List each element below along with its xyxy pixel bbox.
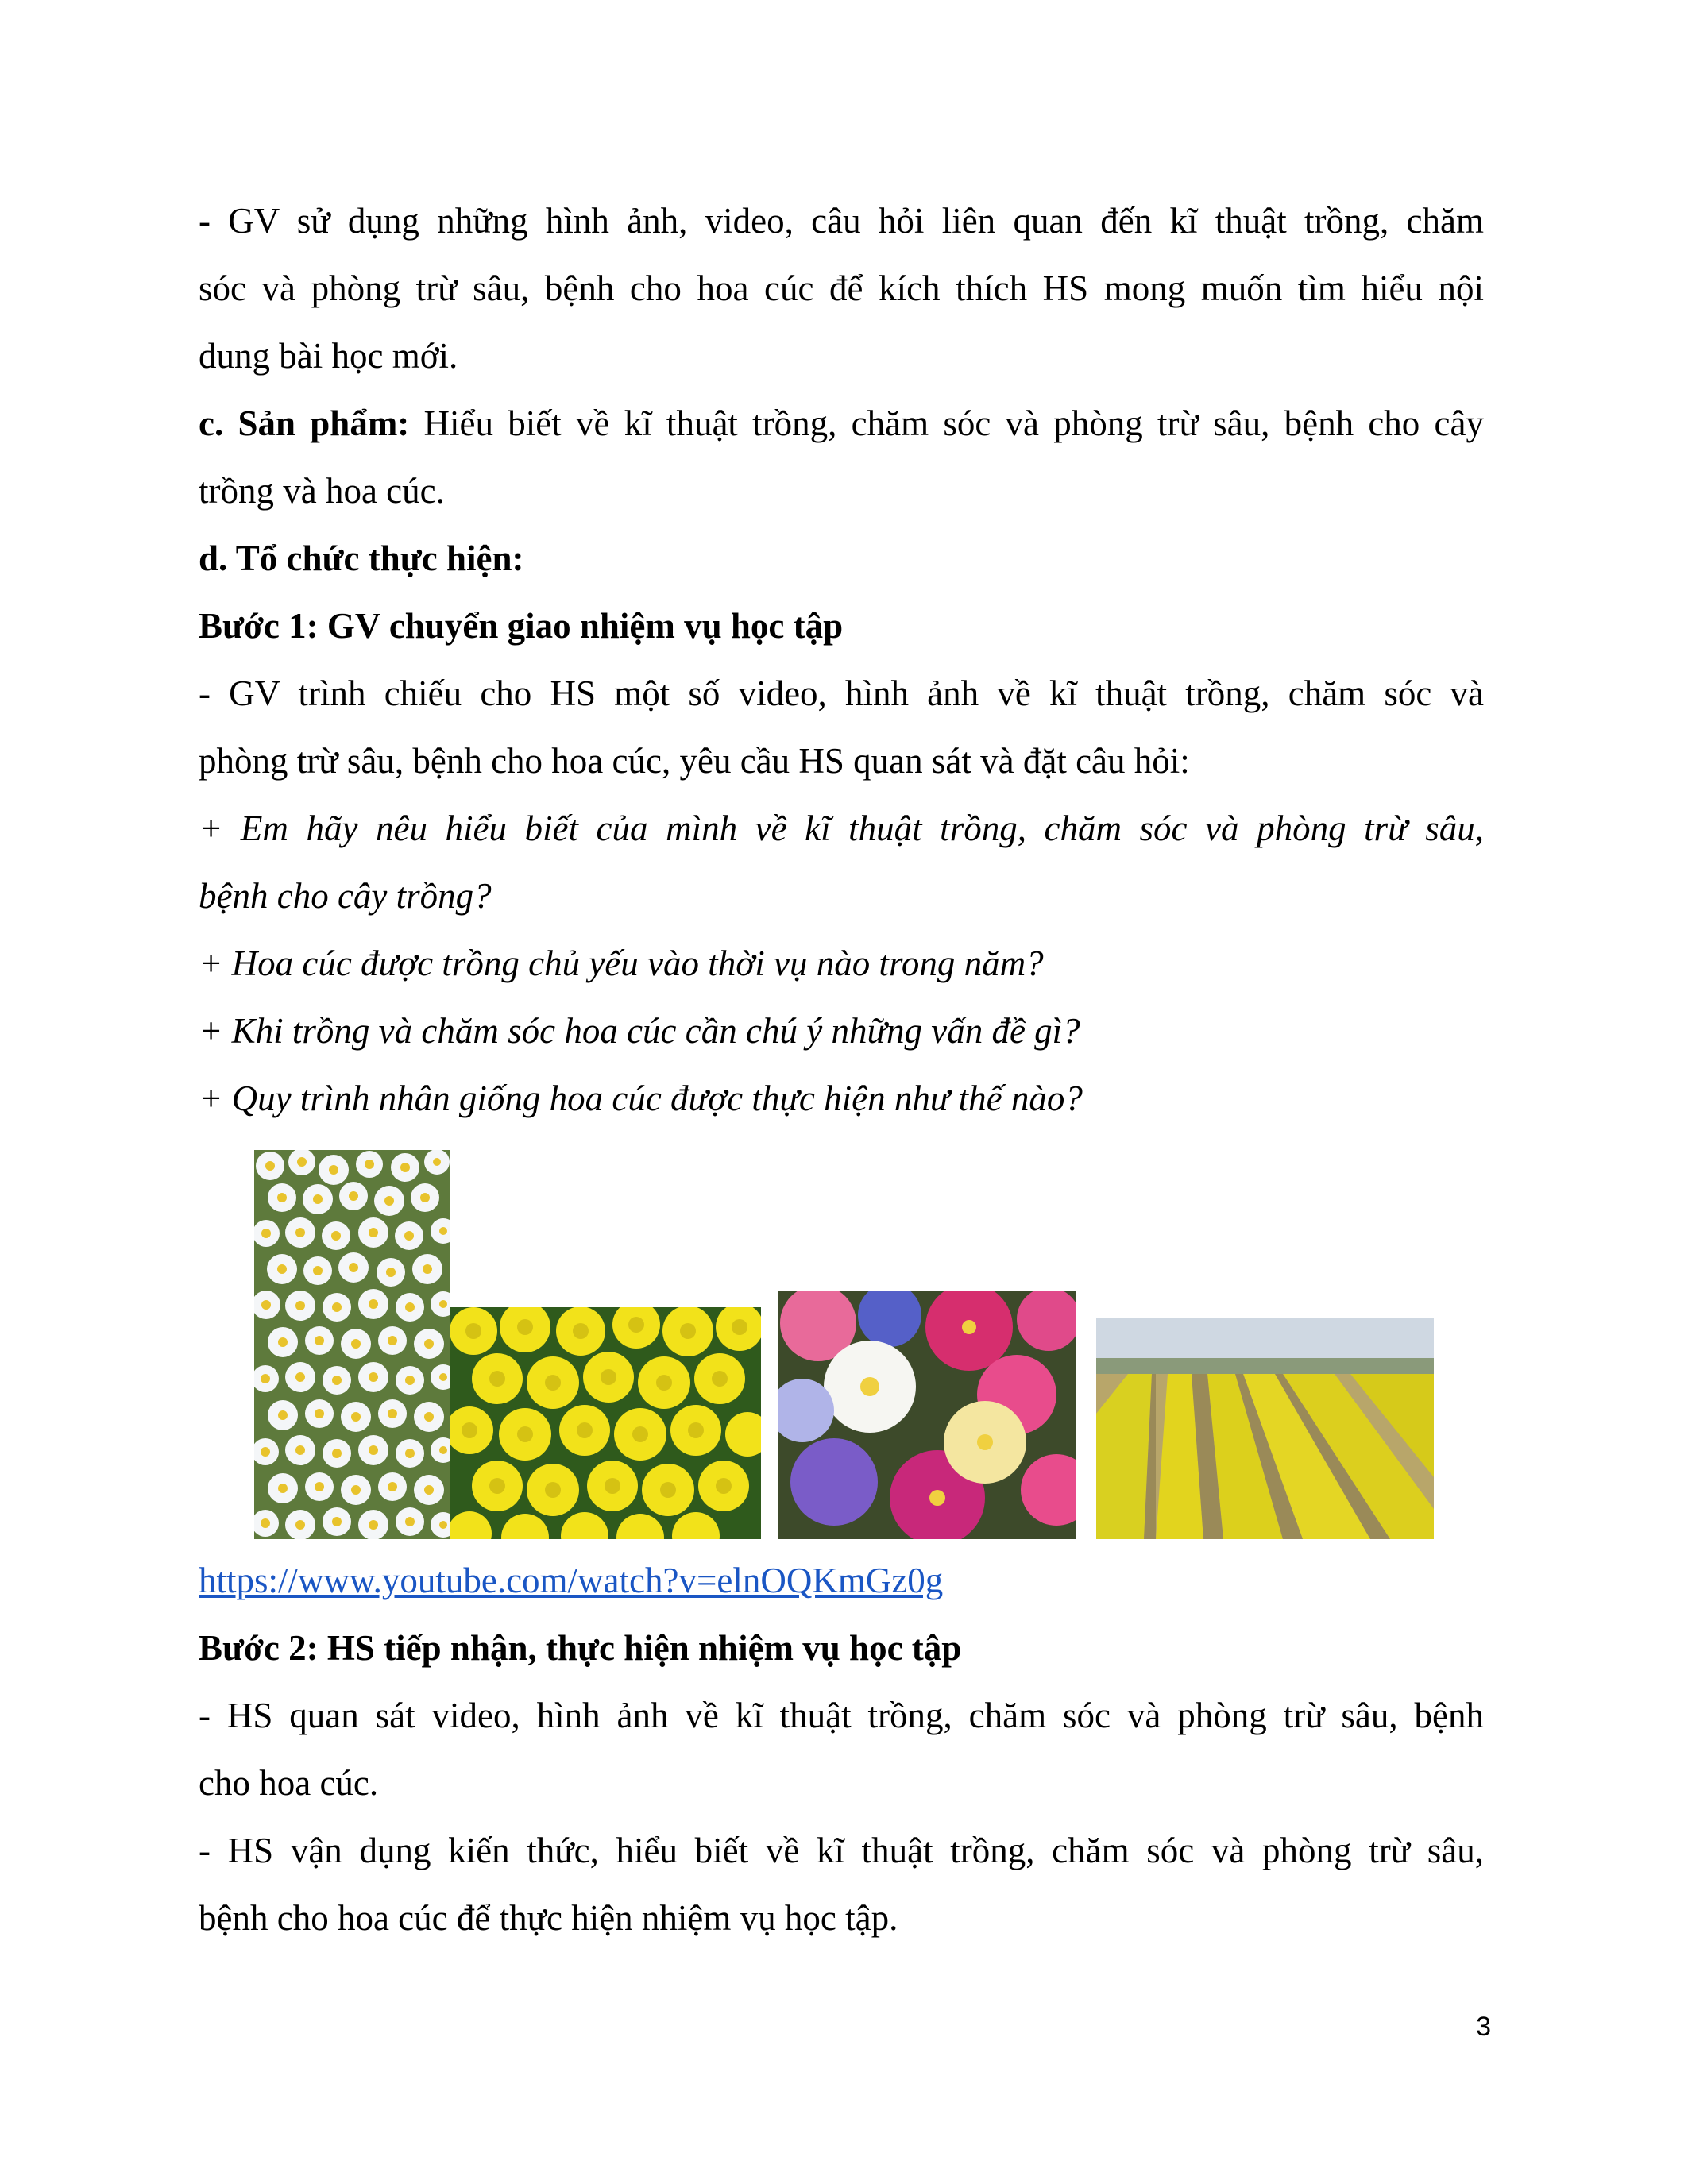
chrysanthemum-field-photo	[1096, 1318, 1434, 1539]
text-line: - HS quan sát video, hình ảnh về kĩ thuật trồng, chăm sóc và phòng trừ sâu, bệnh	[199, 1696, 1484, 1735]
yellow-chrysanthemums-photo	[450, 1307, 761, 1539]
document-page	[199, 187, 1484, 1952]
page-number: 3	[1476, 2012, 1491, 2042]
video-link-paragraph	[199, 1547, 1484, 1615]
product-label: c. Sản phẩm:	[199, 403, 410, 443]
text-line: cho hoa cúc.	[199, 1763, 379, 1803]
flower-field-icon	[1096, 1318, 1434, 1539]
white-daisies-icon	[254, 1150, 450, 1539]
product-paragraph	[199, 390, 1484, 525]
text-line: dung bài học mới.	[199, 336, 458, 376]
step2-paragraph-1	[199, 1682, 1484, 1817]
text-line: sóc và phòng trừ sâu, bệnh cho hoa cúc để kích thích HS mong muốn tìm hiểu nội	[199, 268, 1484, 308]
yellow-chrysanthemum-icon	[450, 1307, 761, 1539]
text-line: + Khi trồng và chăm sóc hoa cúc cần chú ý những vấn đề gì?	[199, 1011, 1080, 1051]
section-heading: d. Tổ chức thực hiện:	[199, 538, 524, 578]
step1-heading	[199, 592, 1484, 660]
text-line: - GV sử dụng những hình ảnh, video, câu hỏi liên quan đến kĩ thuật trồng, chăm	[199, 201, 1484, 241]
step2-heading	[199, 1615, 1484, 1682]
step1-paragraph	[199, 660, 1484, 795]
aster-flowers-icon	[778, 1291, 1076, 1539]
text-line: trồng và hoa cúc.	[199, 471, 445, 511]
question-2	[199, 930, 1484, 997]
question-1	[199, 795, 1484, 930]
section-heading: Bước 1: GV chuyển giao nhiệm vụ học tập	[199, 606, 844, 646]
text-line	[199, 390, 1484, 457]
flower-images-row	[199, 1150, 1484, 1547]
text-line: bệnh cho hoa cúc để thực hiện nhiệm vụ học tập.	[199, 1898, 898, 1938]
text-line: phòng trừ sâu, bệnh cho hoa cúc, yêu cầu HS quan sát và đặt câu hỏi:	[199, 741, 1190, 781]
text-line: + Hoa cúc được trồng chủ yếu vào thời vụ nào trong năm?	[199, 943, 1044, 983]
question-3	[199, 997, 1484, 1065]
text-line: bệnh cho cây trồng?	[199, 876, 492, 916]
organization-heading	[199, 525, 1484, 592]
text-line: - GV trình chiếu cho HS một số video, hình ảnh về kĩ thuật trồng, chăm sóc và	[199, 673, 1484, 713]
product-text: Hiểu biết về kĩ thuật trồng, chăm sóc và phòng trừ sâu, bệnh cho cây	[409, 403, 1484, 443]
text-line: + Quy trình nhân giống hoa cúc được thực hiện như thế nào?	[199, 1078, 1083, 1118]
youtube-video-link[interactable]: https://www.youtube.com/watch?v=elnOQKmGz0g	[199, 1561, 944, 1600]
text-line: + Em hãy nêu hiểu biết của mình về kĩ thuật trồng, chăm sóc và phòng trừ sâu,	[199, 808, 1484, 848]
mixed-aster-flowers-photo	[778, 1291, 1076, 1539]
question-4	[199, 1065, 1484, 1133]
intro-paragraph	[199, 187, 1484, 390]
text-line: - HS vận dụng kiến thức, hiểu biết về kĩ thuật trồng, chăm sóc và phòng trừ sâu,	[199, 1831, 1484, 1870]
section-heading: Bước 2: HS tiếp nhận, thực hiện nhiệm vụ học tập	[199, 1628, 962, 1668]
step2-paragraph-2	[199, 1817, 1484, 1952]
white-daisies-photo	[254, 1150, 450, 1539]
